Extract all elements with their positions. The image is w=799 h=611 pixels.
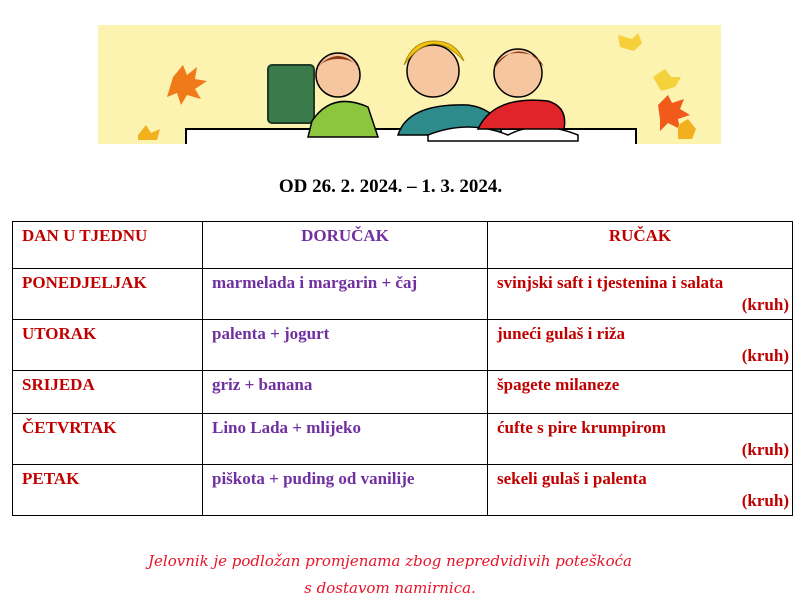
lunch-text: juneći gulaš i riža xyxy=(497,324,625,343)
lunch-text: sekeli gulaš i palenta xyxy=(497,469,647,488)
header-lunch: RUČAK xyxy=(488,222,793,269)
breakfast-cell: palenta + jogurt xyxy=(203,320,488,371)
lunch-cell xyxy=(488,269,793,320)
breakfast-cell: griz + banana xyxy=(203,371,488,414)
lunch-cell xyxy=(488,414,793,465)
header-banner-illustration xyxy=(98,25,721,144)
lunch-cell xyxy=(488,371,793,414)
day-cell: UTORAK xyxy=(13,320,203,371)
bread-note: (kruh) xyxy=(741,346,789,365)
header-day: DAN U TJEDNU xyxy=(13,222,203,269)
note-line-2: s dostavom namirnica. xyxy=(304,579,476,597)
breakfast-cell: piškota + puding od vanilije xyxy=(203,465,488,516)
table-row xyxy=(13,320,793,371)
bread-note: (kruh) xyxy=(741,440,789,459)
day-cell: SRIJEDA xyxy=(13,371,203,414)
date-range-title: OD 26. 2. 2024. – 1. 3. 2024. xyxy=(278,176,503,197)
lunch-cell xyxy=(488,320,793,371)
table-row xyxy=(13,465,793,516)
table-row xyxy=(13,414,793,465)
lunch-text: svinjski saft i tjestenina i salata xyxy=(497,273,724,292)
table-row xyxy=(13,269,793,320)
bread-note: (kruh) xyxy=(741,491,789,510)
disclaimer-note xyxy=(110,548,670,602)
lunch-text: ćufte s pire krumpirom xyxy=(497,418,666,437)
lunch-cell xyxy=(488,465,793,516)
day-cell: ČETVRTAK xyxy=(13,414,203,465)
table-row xyxy=(13,371,793,414)
table-header-row xyxy=(13,222,793,269)
header-breakfast: DORUČAK xyxy=(203,222,488,269)
lunch-text: špagete milaneze xyxy=(497,375,620,394)
breakfast-cell: marmelada i margarin + čaj xyxy=(203,269,488,320)
day-cell: PETAK xyxy=(13,465,203,516)
breakfast-cell: Lino Lada + mlijeko xyxy=(203,414,488,465)
bread-note: (kruh) xyxy=(741,295,789,314)
weekly-menu-table xyxy=(12,221,793,516)
note-line-1: Jelovnik je podložan promjenama zbog nepredvidivih poteškoća xyxy=(148,552,632,570)
day-cell: PONEDJELJAK xyxy=(13,269,203,320)
